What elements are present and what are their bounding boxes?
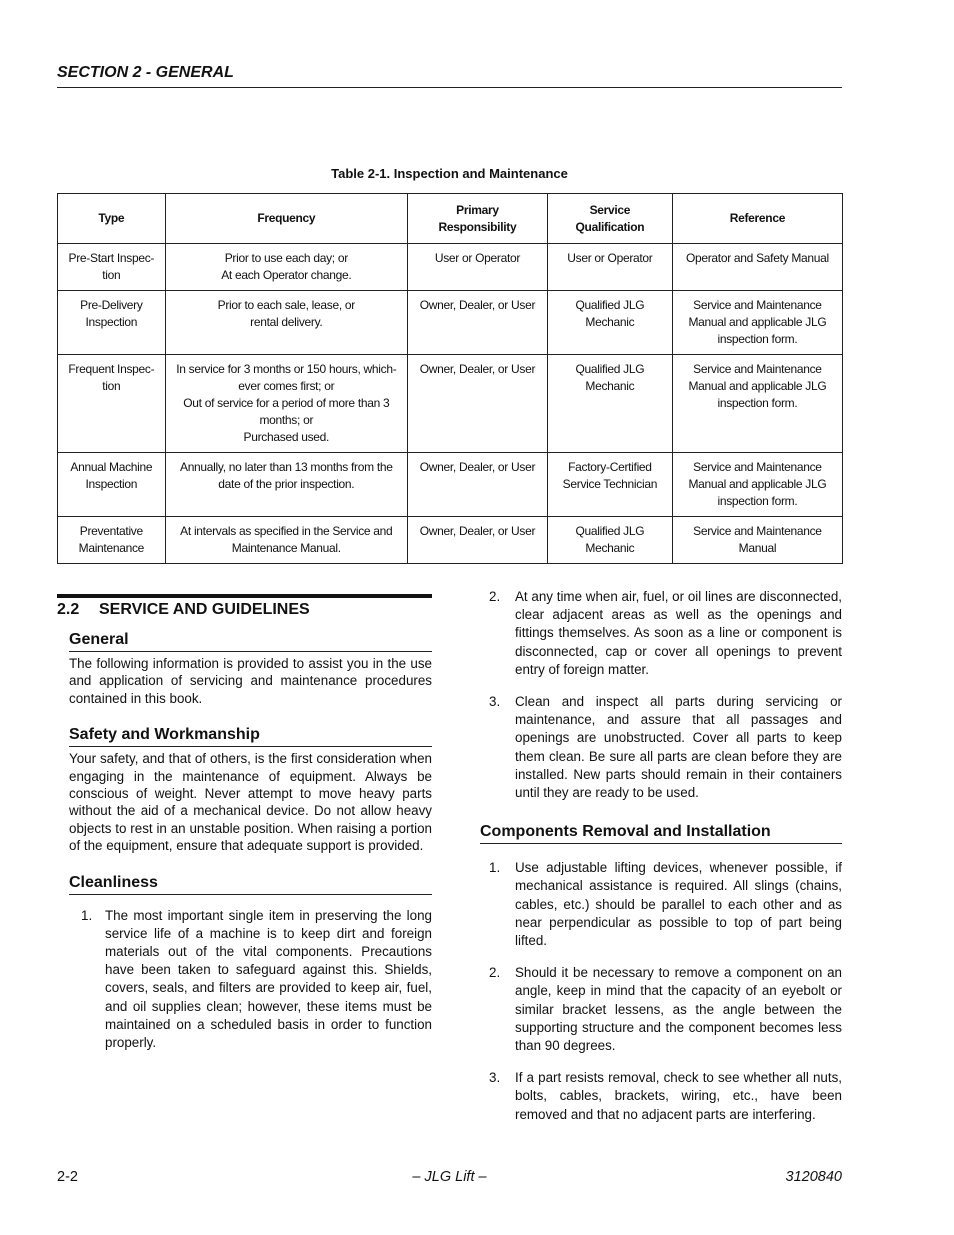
table-cell-text: Manual bbox=[738, 541, 777, 555]
page-footer bbox=[57, 1169, 842, 1189]
table-column-header bbox=[547, 194, 672, 244]
table-body bbox=[58, 244, 843, 564]
components-heading: Components Removal and Installation bbox=[480, 823, 842, 844]
list-item bbox=[478, 693, 842, 802]
list-item bbox=[478, 1069, 842, 1124]
table-column-header bbox=[165, 194, 407, 244]
table-cell-text: User or Operator bbox=[434, 251, 521, 265]
table-cell-text: Service and Maintenance bbox=[693, 298, 822, 312]
table-cell-text: Qualified JLG bbox=[575, 524, 645, 538]
table-cell-text: tion bbox=[102, 268, 121, 282]
table-cell-text: Frequent Inspec- bbox=[68, 362, 155, 376]
table-cell-text: Service and Maintenance bbox=[693, 524, 822, 538]
table-cell-text: tion bbox=[102, 379, 121, 393]
column-header-label: Reference bbox=[729, 211, 786, 225]
table-cell-text: Qualified JLG bbox=[575, 298, 645, 312]
table-cell-text: Maintenance bbox=[78, 541, 145, 555]
table-cell bbox=[165, 291, 407, 355]
table-cell-text: Service and Maintenance bbox=[693, 460, 822, 474]
table-cell-text: Pre-Start Inspec- bbox=[68, 251, 155, 265]
footer-brand: – JLG Lift – bbox=[412, 1169, 487, 1185]
table-cell bbox=[407, 244, 547, 291]
column-header-label: Frequency bbox=[257, 211, 316, 225]
table-cell bbox=[58, 453, 166, 517]
table-cell bbox=[165, 355, 407, 453]
table-column-header bbox=[672, 194, 842, 244]
table-cell bbox=[165, 244, 407, 291]
list-item-text: Clean and inspect all parts during servicing or maintenance, and assure that all passages and openings are unobstructed. Cover all parts to keep them clean. Be sure all parts are clean before they are installed. New parts should remain in their containers until they are ready to be used. bbox=[515, 694, 842, 801]
table-cell-text: inspection form. bbox=[717, 332, 798, 346]
table-header-row bbox=[58, 194, 843, 244]
safety-heading: Safety and Workmanship bbox=[69, 726, 432, 747]
list-item-number: 2. bbox=[489, 589, 501, 604]
table-cell bbox=[407, 453, 547, 517]
table-cell-text: months; or bbox=[259, 413, 314, 427]
table-cell-text: Owner, Dealer, or User bbox=[419, 298, 536, 312]
table-cell bbox=[407, 355, 547, 453]
table-row bbox=[58, 291, 843, 355]
column-header-label: Primary bbox=[456, 202, 499, 217]
table-cell-text: Operator and Safety Manual bbox=[685, 251, 829, 265]
table-cell bbox=[58, 355, 166, 453]
table-cell-text: Inspection bbox=[85, 315, 138, 329]
table-cell-text: ever comes first; or bbox=[238, 379, 335, 393]
table-cell-text: User or Operator bbox=[567, 251, 653, 265]
table-cell-text: Service Technician bbox=[562, 477, 658, 491]
list-item bbox=[478, 859, 842, 950]
list-item bbox=[57, 907, 432, 1053]
table-cell-text: Mechanic bbox=[585, 379, 635, 393]
table-column-header bbox=[58, 194, 166, 244]
cleanliness-heading: Cleanliness bbox=[69, 874, 432, 895]
list-item bbox=[478, 588, 842, 679]
list-item bbox=[478, 964, 842, 1055]
list-item-text: The most important single item in preserving the long service life of a machine is to keep dirt and foreign materials out of the vital components. Precautions have been taken to safeguard against this. Shields, covers, seals, and filters are provided to keep air, fuel, and oil supplies clean; however, these items must be maintained on a scheduled basis in order to function properly. bbox=[105, 907, 432, 1051]
section-heading bbox=[57, 594, 432, 619]
table-cell-text: Mechanic bbox=[585, 315, 635, 329]
table-cell bbox=[58, 517, 166, 564]
column-header-label: Service bbox=[589, 202, 631, 217]
table-cell-text: Manual and applicable JLG bbox=[688, 379, 827, 393]
table-title: Table 2-1. Inspection and Maintenance bbox=[331, 166, 568, 181]
cleanliness-list bbox=[57, 907, 432, 1053]
table-cell-text: Manual and applicable JLG bbox=[688, 315, 827, 329]
table-cell-text: Qualified JLG bbox=[575, 362, 645, 376]
table-cell-text: Inspection bbox=[85, 477, 138, 491]
table-cell bbox=[547, 244, 672, 291]
list-item-text: Should it be necessary to remove a component on an angle, keep in mind that the capacity of an eyebolt or similar bracket lessens, as the angle between the supporting structure and the component becomes less than 90 degrees. bbox=[515, 965, 842, 1054]
list-item-number: 3. bbox=[489, 694, 501, 710]
table-cell-text: Manual and applicable JLG bbox=[688, 477, 827, 491]
table-cell-text: Factory-Certified bbox=[568, 460, 652, 474]
table-cell-text: Pre-Delivery bbox=[80, 298, 143, 312]
table-cell bbox=[407, 291, 547, 355]
table-cell bbox=[672, 453, 842, 517]
table-cell-text: rental delivery. bbox=[250, 315, 323, 329]
table-cell-text: Mechanic bbox=[585, 541, 635, 555]
table-cell-text: At intervals as specified in the Service and bbox=[180, 524, 393, 538]
section-title: SERVICE AND GUIDELINES bbox=[99, 601, 310, 618]
table-cell bbox=[672, 291, 842, 355]
table-cell bbox=[165, 453, 407, 517]
list-item-text: At any time when air, fuel, or oil lines are disconnected, clear adjacent areas as well as the openings and fittings themselves. As soon as a line or component is disconnected, cap or cover all openings to prevent entry of foreign matter. bbox=[515, 589, 842, 677]
table-cell-text: At each Operator change. bbox=[221, 268, 352, 282]
page-number: 2-2 bbox=[57, 1169, 78, 1185]
table-cell bbox=[672, 355, 842, 453]
table-cell bbox=[547, 517, 672, 564]
safety-text: Your safety, and that of others, is the first consideration when engaging in the maintenance of equipment. Always be conscious of weight. Never attempt to move heavy parts without the aid of a mechanical device. Do not allow heavy objects to rest in an unstable position. When raising a portion of the equipment, ensure that adequate support is provided. bbox=[69, 751, 432, 854]
list-item-number: 1. bbox=[81, 907, 93, 923]
list-item-text: If a part resists removal, check to see whether all nuts, bolts, cables, brackets, wiring, etc., have been removed and that no adjacent parts are interfering. bbox=[515, 1070, 842, 1122]
table-cell bbox=[58, 291, 166, 355]
table-cell-text: Preventative bbox=[79, 524, 143, 538]
table-cell-text: Owner, Dealer, or User bbox=[419, 362, 536, 376]
table-cell bbox=[547, 453, 672, 517]
document-number: 3120840 bbox=[785, 1169, 842, 1185]
list-item-number: 1. bbox=[489, 860, 501, 876]
table-cell bbox=[547, 291, 672, 355]
column-header-label: Type bbox=[98, 211, 125, 225]
table-cell bbox=[547, 355, 672, 453]
table-row bbox=[58, 355, 843, 453]
general-heading: General bbox=[69, 631, 432, 652]
table-cell bbox=[672, 517, 842, 564]
table-cell-text: Prior to each sale, lease, or bbox=[217, 298, 355, 312]
table-cell-text: Purchased used. bbox=[243, 430, 330, 444]
table-cell-text: inspection form. bbox=[717, 494, 798, 508]
section-number: 2.2 bbox=[57, 601, 80, 618]
table-column-header bbox=[407, 194, 547, 244]
column-header-label: Responsibility bbox=[438, 219, 517, 234]
list-item-number: 2. bbox=[489, 965, 501, 981]
left-column bbox=[57, 594, 432, 1052]
cleanliness-list-continued bbox=[478, 588, 842, 802]
table-cell bbox=[58, 244, 166, 291]
column-header-label: Qualification bbox=[575, 219, 645, 234]
table-row bbox=[58, 453, 843, 517]
table-row bbox=[58, 517, 843, 564]
inspection-table bbox=[57, 193, 843, 564]
table-cell-text: Out of service for a period of more than 3 bbox=[183, 396, 390, 410]
table-cell-text: Service and Maintenance bbox=[693, 362, 822, 376]
right-column bbox=[478, 588, 842, 1124]
table-cell bbox=[672, 244, 842, 291]
list-item-text: Use adjustable lifting devices, whenever possible, if mechanical assistance is required. All slings (chains, cables, etc.) should be parallel to each other and as near perpendicular as possible to top of part being lifted. bbox=[515, 860, 842, 949]
table-cell-text: Owner, Dealer, or User bbox=[419, 460, 536, 474]
table-cell-text: Maintenance Manual. bbox=[231, 541, 341, 555]
table-cell bbox=[407, 517, 547, 564]
table-cell-text: Owner, Dealer, or User bbox=[419, 524, 536, 538]
table-row bbox=[58, 244, 843, 291]
table-cell-text: date of the prior inspection. bbox=[218, 477, 355, 491]
general-text: The following information is provided to assist you in the use and application of servicing and maintenance procedures contained in this book. bbox=[69, 656, 432, 706]
components-list bbox=[478, 859, 842, 1124]
table-cell-text: inspection form. bbox=[717, 396, 798, 410]
table-cell-text: Annual Machine bbox=[70, 460, 153, 474]
section-header: SECTION 2 - GENERAL bbox=[57, 64, 842, 88]
table-cell-text: In service for 3 months or 150 hours, which- bbox=[176, 362, 397, 376]
list-item-number: 3. bbox=[489, 1070, 501, 1086]
table-cell-text: Prior to use each day; or bbox=[224, 251, 348, 265]
table-cell bbox=[165, 517, 407, 564]
table-cell-text: Annually, no later than 13 months from the bbox=[179, 460, 393, 474]
